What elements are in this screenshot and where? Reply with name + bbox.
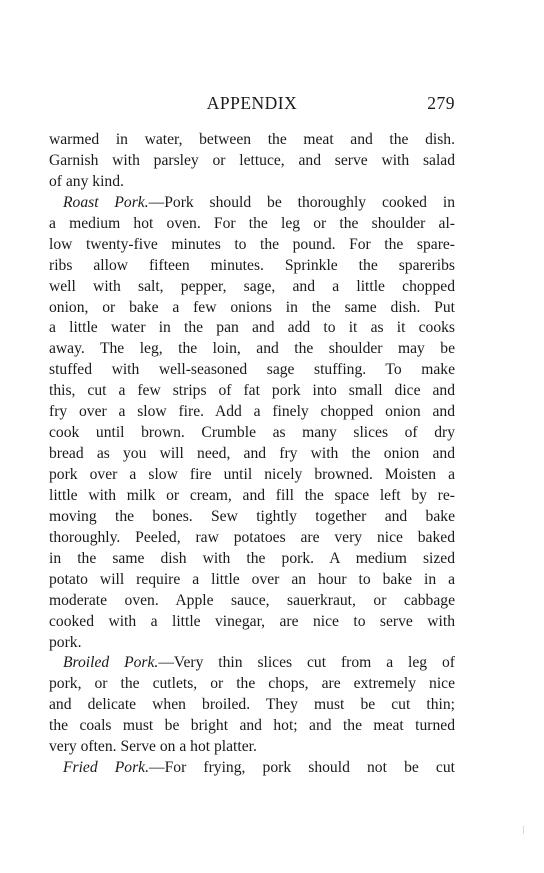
text-line: cooked with a little vinegar, are nice to serve with [49,612,455,630]
text-line: warmed in water, between the meat and the dish. [49,131,455,148]
text-line: very often. Serve on a hot platter. [49,738,257,756]
page-number: 279 [427,93,455,113]
section-heading-line-roast-pork: Roast Pork.—Pork should be thoroughly cooked in [63,193,455,211]
text-line: moderate oven. Apple sauce, sauerkraut, or cabbage [49,591,455,609]
text-line: this, cut a few strips of fat pork into small dice and [49,382,455,400]
section-heading-line-broiled-pork: Broiled Pork.—Very thin slices cut from a leg of [63,654,455,672]
text-line: of any kind. [49,172,124,190]
text-line: a medium hot oven. For the leg or the shoulder al- [49,214,455,232]
text-line: moving the bones. Sew tightly together and bake [49,507,455,525]
body-text [49,130,455,779]
running-head [49,93,455,115]
text-line: the coals must be bright and hot; and the meat turned [49,717,455,735]
text-line: little with milk or cream, and fill the space left by re- [49,486,455,504]
section-heading-broiled-pork: Broiled Pork. [63,654,159,672]
text-line: pork. [49,633,82,651]
text-line: ribs allow fifteen minutes. Sprinkle the spareribs [49,256,455,274]
scan-mark [523,826,524,834]
text-line: bread as you will need, and fry with the onion and [49,445,455,463]
text-line: a little water in the pan and add to it as it cooks [49,319,455,337]
text-line: low twenty-five minutes to the pound. For the spare- [49,235,455,253]
text-line: onion, or bake a few onions in the same dish. Put [49,298,455,316]
text-line: pork, or the cutlets, or the chops, are extremely nice [49,675,455,693]
text-line: potato will require a little over an hour to bake in a [49,570,455,588]
text-line: cook until brown. Crumble as many slices of dry [49,424,455,442]
section-heading-roast-pork: Roast Pork. [63,193,149,211]
text-line: away. The leg, the loin, and the shoulder may be [49,340,455,358]
text-line: stuffed with well-seasoned sage stuffing. To make [49,361,455,379]
section-heading-fried-pork: Fried Pork. [63,759,149,777]
running-head-title: APPENDIX [206,93,298,113]
text-line: Garnish with parsley or lettuce, and serve with salad [49,151,455,169]
text-line: well with salt, pepper, sage, and a little chopped [49,277,455,295]
text-line: thoroughly. Peeled, raw potatoes are very nice baked [49,528,455,546]
text-line: pork over a slow fire until nicely browned. Moisten a [49,466,455,483]
text-line: and delicate when broiled. They must be cut thin; [49,696,455,714]
text-line: fry over a slow fire. Add a finely chopped onion and [49,403,455,421]
text-line: in the same dish with the pork. A medium sized [49,549,455,567]
section-heading-line-fried-pork: Fried Pork.—For frying, pork should not be cut [63,759,455,777]
